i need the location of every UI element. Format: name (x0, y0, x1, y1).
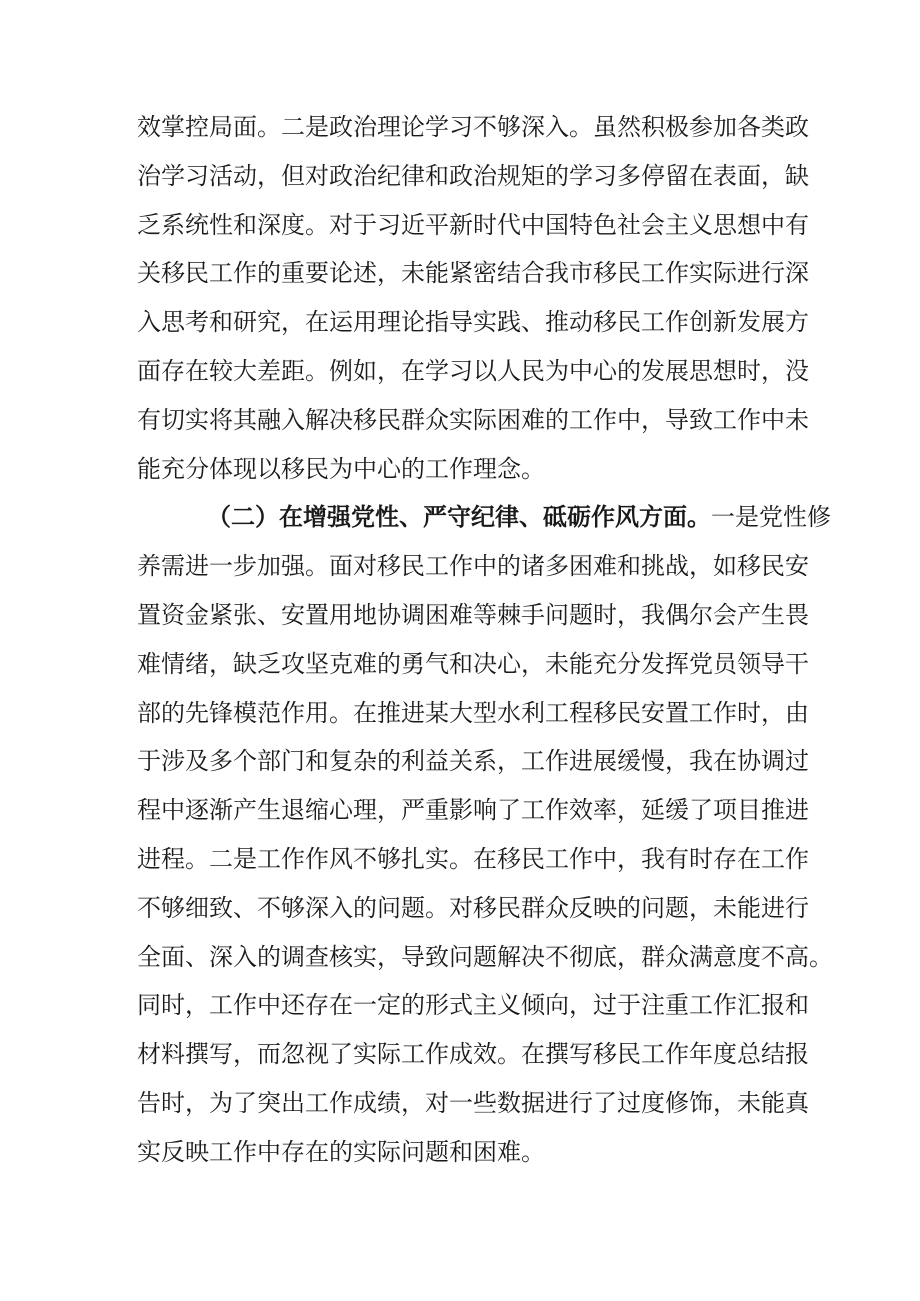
text-line: 材料撰写，而忽视了实际工作成效。在撰写移民工作年度总结报 (137, 1040, 809, 1069)
text-line: 乏系统性和深度。对于习近平新时代中国特色社会主义思想中有 (137, 210, 809, 239)
text-line: 面存在较大差距。例如，在学习以人民为中心的发展思想时，没 (137, 356, 809, 385)
text-line: 有切实将其融入解决移民群众实际困难的工作中，导致工作中未 (137, 405, 809, 434)
text-line: 效掌控局面。二是政治理论学习不够深入。虽然积极参加各类政 (137, 113, 809, 141)
paragraph-1 (137, 103, 809, 493)
text-line: 治学习活动，但对政治纪律和政治规矩的学习多停留在表面，缺 (137, 161, 809, 190)
text-line: 不够细致、不够深入的问题。对移民群众反映的问题，未能进行 (137, 893, 809, 922)
text-line: 部的先锋模范作用。在推进某大型水利工程移民安置工作时，由 (137, 698, 809, 727)
text-line: 全面、深入的调查核实，导致问题解决不彻底，群众满意度不高。 (137, 942, 833, 971)
text-line: 入思考和研究，在运用理论指导实践、推动移民工作创新发展方 (137, 308, 809, 337)
text-line: 难情绪，缺乏攻坚克难的勇气和决心，未能充分发挥党员领导干 (137, 649, 809, 678)
text-line: 进程。二是工作作风不够扎实。在移民工作中，我有时存在工作 (137, 844, 809, 873)
text-line: 告时，为了突出工作成绩，对一些数据进行了过度修饰，未能真 (137, 1088, 809, 1117)
text-fragment: 一是党性修 (711, 503, 831, 532)
text-line: 关移民工作的重要论述，未能紧密结合我市移民工作实际进行深 (137, 259, 809, 288)
section-heading: （二）在增强党性、严守纪律、砥砺作风方面。 (207, 502, 711, 532)
text-line: 能充分体现以移民为中心的工作理念。 (137, 454, 545, 483)
text-line: 置资金紧张、安置用地协调困难等棘手问题时，我偶尔会产生畏 (137, 600, 809, 629)
text-line: 程中逐渐产生退缩心理，严重影响了工作效率，延缓了项目推进 (137, 796, 809, 825)
text-line: 同时，工作中还存在一定的形式主义倾向，过于注重工作汇报和 (137, 991, 809, 1020)
text-line: 养需进一步加强。面对移民工作中的诸多困难和挑战，如移民安 (137, 552, 809, 581)
paragraph-2 (137, 493, 833, 1176)
paragraph-2-first-line (137, 493, 831, 542)
document-body (137, 103, 833, 1177)
text-line: 实反映工作中存在的实际问题和困难。 (137, 1137, 545, 1166)
text-line: 于涉及多个部门和复杂的利益关系，工作进展缓慢，我在协调过 (137, 747, 809, 776)
